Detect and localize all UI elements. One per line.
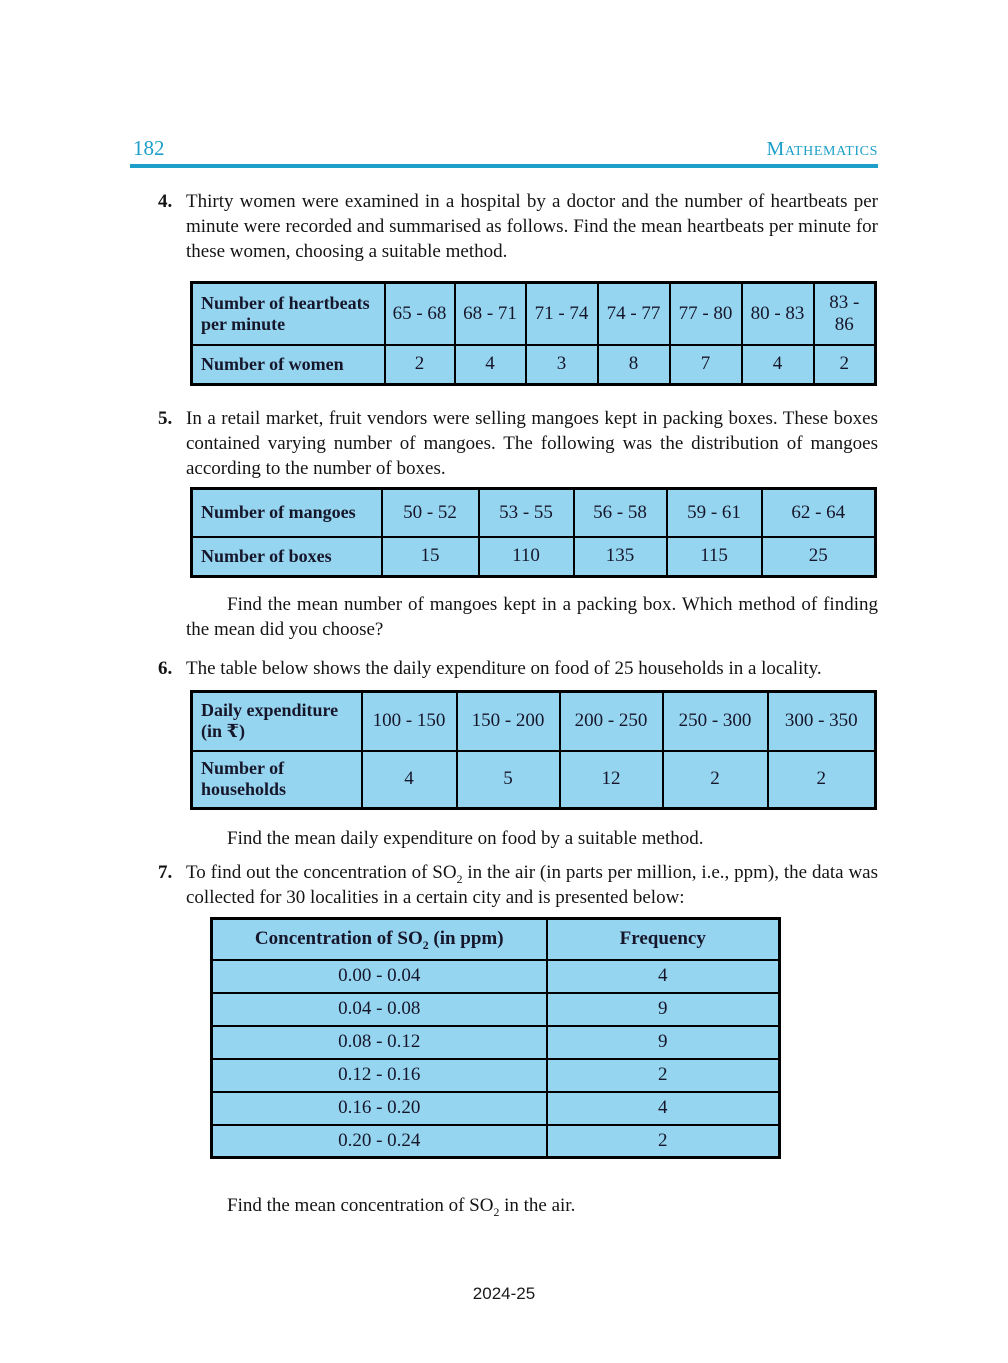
value-cell: 2 [547, 1125, 780, 1158]
row-label-cell: Number of women [192, 345, 385, 385]
question-7-follow-post: in the air. [499, 1195, 576, 1216]
question-4-text: Thirty women were examined in a hospital by a doctor and the number of heartbeats per minute were recorded and summarised as follows. Find the mean heartbeats per minute for these women, choosing a suitable method. [186, 191, 878, 262]
value-cell: 4 [362, 751, 457, 809]
value-cell: 110 [479, 537, 574, 577]
question-6-text: The table below shows the daily expenditure on food of 25 households in a locality. [186, 658, 822, 679]
row-label-cell: Number of boxes [192, 537, 382, 577]
value-cell: 300 - 350 [768, 692, 876, 751]
value-cell: 9 [547, 1026, 780, 1059]
heartbeats-table [190, 281, 877, 386]
value-cell: 100 - 150 [362, 692, 457, 751]
value-cell: 7 [670, 345, 742, 385]
value-cell: 80 - 83 [742, 283, 814, 345]
value-cell: 0.20 - 0.24 [212, 1125, 547, 1158]
value-cell: 68 - 71 [455, 283, 526, 345]
so2-subscript: 2 [456, 872, 463, 886]
value-cell: Frequency [547, 919, 780, 960]
question-6-follow-up: Find the mean daily expenditure on food by a suitable method. [227, 828, 704, 849]
value-cell: 12 [560, 751, 663, 809]
question-7-number: 7. [158, 862, 173, 883]
value-cell: 4 [455, 345, 526, 385]
value-cell: 0.16 - 0.20 [212, 1092, 547, 1125]
question-6 [158, 656, 878, 681]
value-cell: 62 - 64 [762, 489, 876, 537]
running-head-subject: Mathematics [766, 138, 878, 160]
question-5 [158, 406, 878, 481]
value-cell: 4 [742, 345, 814, 385]
value-cell: 83 - 86 [814, 283, 876, 345]
value-cell: 77 - 80 [670, 283, 742, 345]
row-label-cell: Number of households [192, 751, 362, 809]
value-cell: 53 - 55 [479, 489, 574, 537]
value-cell: 4 [547, 960, 780, 993]
value-cell: 50 - 52 [382, 489, 479, 537]
question-7-text-post: in the air (in parts per million, i.e., ppm), the data was collected for 30 localities in a certain city and is presented below: [186, 862, 878, 908]
value-cell: 71 - 74 [526, 283, 598, 345]
page-header [133, 136, 878, 161]
row-label-cell: Daily expenditure (in ₹) [192, 692, 362, 751]
row-label-cell: Number of mangoes [192, 489, 382, 537]
value-cell: 65 - 68 [385, 283, 455, 345]
question-5-follow-up: Find the mean number of mangoes kept in a packing box. Which method of finding the mean did you choose? [186, 594, 878, 640]
value-cell: 25 [762, 537, 876, 577]
value-cell: 59 - 61 [667, 489, 762, 537]
question-7 [158, 860, 878, 910]
question-7-follow-up [186, 1193, 878, 1218]
value-cell: 2 [814, 345, 876, 385]
value-cell: 200 - 250 [560, 692, 663, 751]
mangoes-table [190, 487, 877, 578]
question-7-text-pre: To find out the concentration of SO [186, 862, 457, 883]
question-4 [158, 189, 878, 264]
value-cell: 56 - 58 [574, 489, 667, 537]
value-cell: 2 [385, 345, 455, 385]
header-rule [130, 164, 878, 168]
value-cell: 2 [663, 751, 768, 809]
question-5-text: In a retail market, fruit vendors were selling mangoes kept in packing boxes. These boxes contained varying number of mangoes. The following was the distribution of mangoes according to the number of boxes. [186, 408, 878, 479]
page-number: 182 [133, 136, 165, 160]
value-cell: 2 [547, 1059, 780, 1092]
value-cell: 0.12 - 0.16 [212, 1059, 547, 1092]
value-cell: 9 [547, 993, 780, 1026]
value-cell: 0.00 - 0.04 [212, 960, 547, 993]
value-cell: 0.04 - 0.08 [212, 993, 547, 1026]
value-cell: 15 [382, 537, 479, 577]
page-footer: 2024-25 [472, 1284, 536, 1303]
question-4-number: 4. [158, 191, 173, 212]
question-5-number: 5. [158, 408, 173, 429]
question-7-text [186, 860, 878, 910]
row-label-cell: Number of heartbeats per minute [192, 283, 385, 345]
value-cell: 135 [574, 537, 667, 577]
expenditure-table [190, 690, 877, 810]
question-6-number: 6. [158, 658, 173, 679]
value-cell: Concentration of $SO_2$ (in ppm) [212, 919, 547, 960]
value-cell: 250 - 300 [663, 692, 768, 751]
value-cell: 2 [768, 751, 876, 809]
value-cell: 4 [547, 1092, 780, 1125]
so2-concentration-table [210, 917, 781, 1159]
value-cell: 3 [526, 345, 598, 385]
question-7-follow-pre: Find the mean concentration of SO [227, 1195, 494, 1216]
value-cell: 0.08 - 0.12 [212, 1026, 547, 1059]
value-cell: 5 [457, 751, 560, 809]
so2-subscript: 2 [493, 1205, 500, 1219]
value-cell: 115 [667, 537, 762, 577]
value-cell: 150 - 200 [457, 692, 560, 751]
value-cell: 74 - 77 [598, 283, 670, 345]
value-cell: 8 [598, 345, 670, 385]
